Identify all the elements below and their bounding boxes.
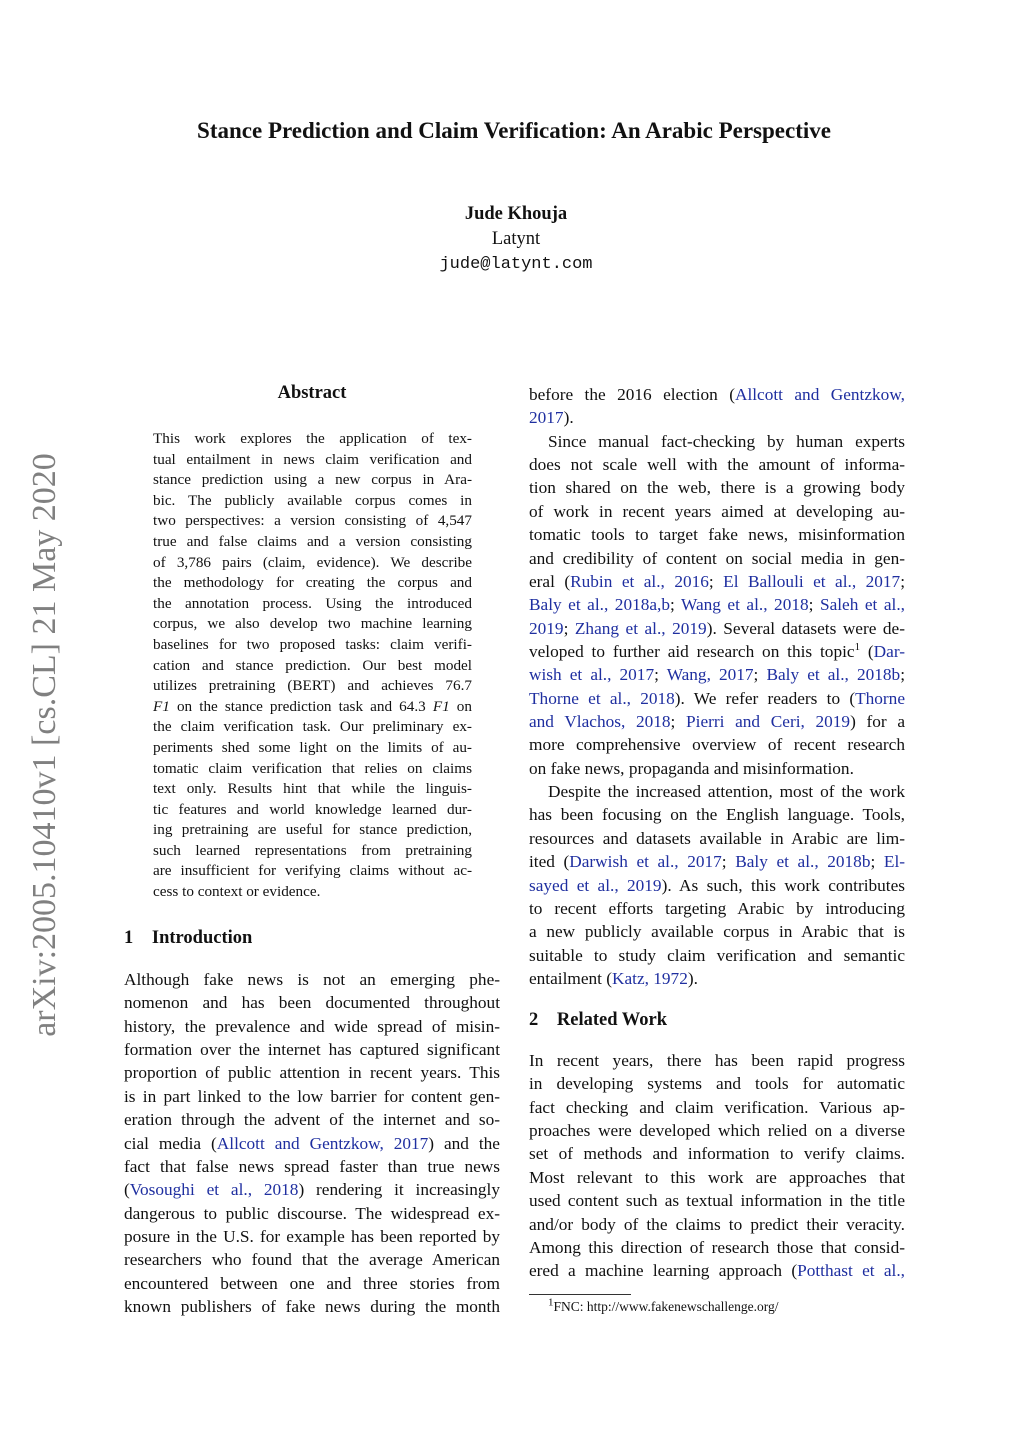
section-number: 1 xyxy=(124,928,134,948)
text-line xyxy=(529,687,905,710)
text-line xyxy=(529,897,905,920)
text-line xyxy=(153,676,472,697)
author-email[interactable]: jude@latynt.com xyxy=(439,255,593,274)
text-line xyxy=(529,920,905,943)
text-run: Since manual fact-checking by human experts xyxy=(548,431,905,451)
citation-link[interactable]: Baly et al., 2018b xyxy=(735,852,871,872)
text-line xyxy=(124,1015,500,1038)
citation-link[interactable]: Allcott and Gentzkow, xyxy=(734,385,905,404)
text-run: proaches were developed which relied on a diverse xyxy=(529,1121,905,1141)
section-heading-related-work xyxy=(529,1010,667,1031)
text-run: true and false claims and a version consisting xyxy=(153,532,472,550)
text-run: ; xyxy=(721,852,736,872)
text-run: of 3,786 pairs (claim, evidence). We describe xyxy=(153,553,472,571)
text-run: ( xyxy=(124,1180,130,1200)
abstract-body xyxy=(153,429,472,903)
citation-link[interactable]: 2019 xyxy=(529,618,564,638)
text-line xyxy=(153,635,472,656)
text-run: ; xyxy=(654,665,667,685)
paragraph xyxy=(529,383,905,430)
text-line xyxy=(153,738,472,759)
text-run: resources and datasets available in Arabic are lim- xyxy=(529,828,905,848)
text-line xyxy=(153,759,472,780)
text-line xyxy=(124,1295,500,1318)
text-run: text only. Results hint that while the linguis- xyxy=(153,780,472,798)
text-run: ; xyxy=(808,595,820,615)
text-line xyxy=(529,944,905,967)
footnote-ref[interactable]: 1 xyxy=(854,641,861,654)
text-line xyxy=(529,663,905,686)
text-line xyxy=(529,874,905,897)
text-line xyxy=(153,470,472,491)
citation-link[interactable]: El- xyxy=(883,852,906,872)
text-line xyxy=(153,841,472,862)
text-line xyxy=(529,547,905,570)
text-line xyxy=(153,553,472,574)
citation-link[interactable]: Baly et al., 2018a,b xyxy=(529,595,670,615)
text-line xyxy=(529,1072,905,1095)
citation-link[interactable]: Potthast et al., xyxy=(797,1261,905,1281)
text-line xyxy=(529,1049,905,1072)
text-line xyxy=(153,820,472,841)
citation-link[interactable]: sayed et al., 2019 xyxy=(529,875,662,895)
text-line xyxy=(153,450,472,471)
text-run: ; xyxy=(670,595,682,615)
citation-link[interactable]: Wang, 2017 xyxy=(666,665,754,685)
text-run: tual entailment in news claim verification and xyxy=(153,450,472,468)
text-run: researchers who found that the average American xyxy=(124,1250,500,1270)
text-run: dangerous to public discourse. The widespread ex- xyxy=(124,1203,500,1223)
text-run: ing pretraining are useful for stance prediction, xyxy=(153,821,472,839)
text-run: stance prediction using a new corpus in Ara- xyxy=(153,471,472,489)
text-run: of work in recent years aimed at developing au- xyxy=(529,501,905,521)
text-line xyxy=(529,453,905,476)
citation-link[interactable]: Vosoughi et al., 2018 xyxy=(129,1180,299,1200)
text-line xyxy=(153,882,472,903)
text-run: baselines for two proposed tasks: claim verifi- xyxy=(153,635,472,653)
related-work-body xyxy=(529,1049,905,1283)
text-line xyxy=(529,1119,905,1142)
section-title: Related Work xyxy=(556,1010,668,1030)
text-line xyxy=(153,491,472,512)
text-run: ered a machine learning approach ( xyxy=(529,1261,798,1281)
paper-title: Stance Prediction and Claim Verification: An Arabic Perspective xyxy=(197,118,831,143)
text-run: nomenon and has been documented throughout xyxy=(124,993,500,1013)
text-line xyxy=(529,640,905,663)
text-line xyxy=(124,1085,500,1108)
text-line xyxy=(529,430,905,453)
text-line xyxy=(124,1248,500,1271)
text-line xyxy=(153,614,472,635)
text-run: proportion of public attention in recent years. This xyxy=(124,1063,500,1083)
author-name: Jude Khouja xyxy=(464,204,568,224)
text-line xyxy=(529,827,905,850)
text-run: tomatic tools to target fake news, misinformation xyxy=(529,525,905,545)
section-heading-introduction xyxy=(124,928,252,949)
text-run: veloped to further aid research on this topic xyxy=(529,641,855,661)
text-line xyxy=(153,779,472,800)
text-run: ; xyxy=(708,571,724,591)
text-run: Despite the increased attention, most of the work xyxy=(548,782,905,802)
text-run: does not scale well with the amount of informa- xyxy=(529,455,905,475)
text-line xyxy=(529,476,905,499)
text-run: ; xyxy=(563,618,575,638)
paragraph xyxy=(529,430,905,780)
citation-link[interactable]: Darwish et al., 2017 xyxy=(569,852,722,872)
citation-link[interactable]: Zhang et al., 2019 xyxy=(574,618,707,638)
citation-link[interactable]: Rubin et al., 2016 xyxy=(570,571,709,591)
text-run: known publishers of fake news during the month xyxy=(124,1297,500,1317)
text-line xyxy=(124,1061,500,1084)
text-run: cation and stance prediction. Our best model xyxy=(153,656,472,674)
citation-link[interactable]: Wang et al., 2018 xyxy=(681,595,809,615)
text-run: ). Several datasets were de- xyxy=(706,618,905,638)
text-line xyxy=(124,1155,500,1178)
author-affiliation: Latynt xyxy=(491,229,541,249)
text-line xyxy=(153,594,472,615)
text-run: utilizes pretraining (BERT) and achieves 76.7 xyxy=(153,677,472,695)
text-run: more comprehensive overview of recent research xyxy=(529,735,905,755)
text-run: is in part linked to the low barrier for content gen- xyxy=(124,1086,500,1106)
text-line xyxy=(124,1108,500,1131)
text-line xyxy=(153,532,472,553)
text-run: Most relevant to this work are approaches that xyxy=(529,1167,905,1187)
text-run: a new publicly available corpus in Arabic that is xyxy=(529,922,905,942)
text-line xyxy=(153,697,472,718)
text-run: the methodology for creating the corpus and xyxy=(153,574,472,592)
paragraph xyxy=(529,1049,905,1283)
text-run: ; xyxy=(870,852,884,872)
text-line xyxy=(529,710,905,733)
text-line xyxy=(529,523,905,546)
text-run: has been focusing on the English language. Tools, xyxy=(529,805,905,825)
citation-link[interactable]: Baly et al., 2018b xyxy=(766,665,901,685)
text-run: ( xyxy=(860,641,874,661)
text-run: In recent years, there has been rapid progress xyxy=(529,1051,905,1070)
footnote xyxy=(548,1296,779,1315)
text-run: the claim verification task. Our preliminary ex- xyxy=(153,718,472,736)
citation-link[interactable]: Thorne et al., 2018 xyxy=(529,688,675,708)
text-run: on xyxy=(449,697,472,715)
text-line xyxy=(529,1213,905,1236)
text-run: in developing systems and tools for automatic xyxy=(529,1074,905,1094)
text-line xyxy=(124,1038,500,1061)
text-line xyxy=(529,383,905,406)
section-number: 2 xyxy=(529,1010,539,1030)
text-run: such learned representations from pretraining xyxy=(153,841,472,859)
citation-link[interactable]: Saleh et al., xyxy=(819,595,905,615)
text-run: ). xyxy=(687,968,698,988)
text-run: ). We refer readers to ( xyxy=(674,688,856,708)
text-line xyxy=(529,570,905,593)
text-line xyxy=(529,1259,905,1282)
text-line xyxy=(529,1142,905,1165)
text-run: set of methods and information to verify claims. xyxy=(529,1144,905,1164)
citation-link[interactable]: Pierri and Ceri, 2019 xyxy=(686,712,851,732)
introduction-body xyxy=(124,968,500,1318)
text-line xyxy=(124,991,500,1014)
text-run: Among this direction of research those that consid- xyxy=(529,1237,905,1257)
paragraph xyxy=(529,780,905,990)
text-line xyxy=(529,1096,905,1119)
text-run: to recent efforts targeting Arabic by introducing xyxy=(529,898,905,918)
text-line xyxy=(529,850,905,873)
text-run: ; xyxy=(753,665,767,685)
text-run: formation over the internet has captured significant xyxy=(124,1040,500,1060)
text-line xyxy=(153,717,472,738)
text-run: the annotation process. Using the introduced xyxy=(153,594,472,612)
text-line xyxy=(153,656,472,677)
section-title: Introduction xyxy=(151,928,253,948)
text-line xyxy=(529,617,905,640)
text-run: posure in the U.S. for example has been reported by xyxy=(124,1226,500,1246)
text-run: and credibility of content on social media in gen- xyxy=(529,548,905,568)
text-run: on fake news, propaganda and misinformation. xyxy=(529,758,854,778)
text-line xyxy=(124,1272,500,1295)
text-run: Although fake news is not an emerging phe- xyxy=(124,970,500,989)
italic-term: F1 xyxy=(432,697,450,715)
text-run: corpus, we also develop two machine learning xyxy=(153,615,472,633)
text-run: fact checking and claim verification. Various ap- xyxy=(529,1097,905,1117)
text-line xyxy=(529,593,905,616)
abstract-heading: Abstract xyxy=(277,383,347,403)
text-run: bic. The publicly available corpus comes in xyxy=(153,491,472,509)
text-run: eration through the advent of the internet and so- xyxy=(124,1110,500,1130)
text-run: ; xyxy=(900,665,905,685)
paragraph xyxy=(124,968,500,1318)
text-run: ) and the xyxy=(428,1133,500,1153)
text-line xyxy=(124,1225,500,1248)
text-run: fact that false news spread faster than true news xyxy=(124,1156,500,1176)
text-run: ). As such, this work contributes xyxy=(661,875,905,895)
text-run: tic features and world knowledge learned dur- xyxy=(153,800,472,818)
text-line xyxy=(529,1236,905,1259)
citation-link[interactable]: and Vlachos, 2018 xyxy=(529,712,671,732)
text-run: two perspectives: a version consisting of 4,547 xyxy=(153,512,472,530)
text-run: cess to context or evidence. xyxy=(153,883,321,901)
citation-link[interactable]: wish et al., 2017 xyxy=(529,665,655,685)
text-run: eral ( xyxy=(529,571,571,591)
text-run: ) for a xyxy=(850,712,906,732)
citation-link[interactable]: 2017 xyxy=(529,408,564,428)
text-line xyxy=(529,803,905,826)
paragraph xyxy=(153,429,472,903)
footnote-mark: 1 xyxy=(548,1296,554,1309)
text-line xyxy=(529,967,905,990)
right-column-body xyxy=(529,383,905,990)
text-run: suitable to study claim verification and semantic xyxy=(529,945,905,965)
footnote-text[interactable]: FNC: http://www.fakenewschallenge.org/ xyxy=(553,1299,779,1314)
text-run: periments shed some light on the limits of au- xyxy=(153,738,472,756)
text-run: tomatic claim verification that relies on claims xyxy=(153,759,472,777)
text-line xyxy=(529,500,905,523)
text-line xyxy=(124,1132,500,1155)
text-run: ; xyxy=(900,571,906,591)
text-line xyxy=(529,757,905,780)
citation-link[interactable]: Dar- xyxy=(873,641,905,661)
text-run: ). xyxy=(563,408,574,428)
text-line xyxy=(529,406,905,429)
text-run: used content such as textual information in the title xyxy=(529,1191,905,1211)
text-line xyxy=(529,1166,905,1189)
text-run: entailment ( xyxy=(529,968,613,988)
citation-link[interactable]: Katz, 1972 xyxy=(612,968,688,988)
text-line xyxy=(153,573,472,594)
text-run: are insufficient for verifying claims without ac- xyxy=(153,862,472,880)
text-run: on the stance prediction task and 64.3 xyxy=(169,697,433,715)
text-line xyxy=(124,968,500,991)
text-run: ited ( xyxy=(529,852,570,872)
citation-link[interactable]: Allcott and Gentzkow, 2017 xyxy=(216,1133,429,1153)
text-run: cial media ( xyxy=(124,1133,217,1153)
text-run: and/or body of the claims to predict their veracity. xyxy=(529,1214,905,1234)
text-line xyxy=(124,1178,500,1201)
text-run: encountered between one and three stories from xyxy=(124,1273,500,1293)
text-run: This work explores the application of tex- xyxy=(153,430,472,447)
text-line xyxy=(124,1202,500,1225)
citation-link[interactable]: Thorne xyxy=(855,688,905,708)
text-run: before the 2016 election ( xyxy=(529,385,735,404)
text-line xyxy=(529,780,905,803)
citation-link[interactable]: El Ballouli et al., 2017 xyxy=(723,571,901,591)
footnote-rule xyxy=(529,1294,631,1295)
text-line xyxy=(153,800,472,821)
text-line xyxy=(529,1189,905,1212)
text-run: ; xyxy=(670,712,687,732)
text-line xyxy=(529,733,905,756)
arxiv-identifier: arXiv:2005.10410v1 [cs.CL] 21 May 2020 xyxy=(26,453,63,1037)
text-line xyxy=(153,511,472,532)
text-run: ) rendering it increasingly xyxy=(298,1180,500,1200)
text-run: tion shared on the web, there is a growing body xyxy=(529,478,905,498)
text-line xyxy=(153,429,472,450)
text-run: history, the prevalence and wide spread of misin- xyxy=(124,1016,500,1036)
text-line xyxy=(153,861,472,882)
italic-term: F1 xyxy=(153,697,170,715)
